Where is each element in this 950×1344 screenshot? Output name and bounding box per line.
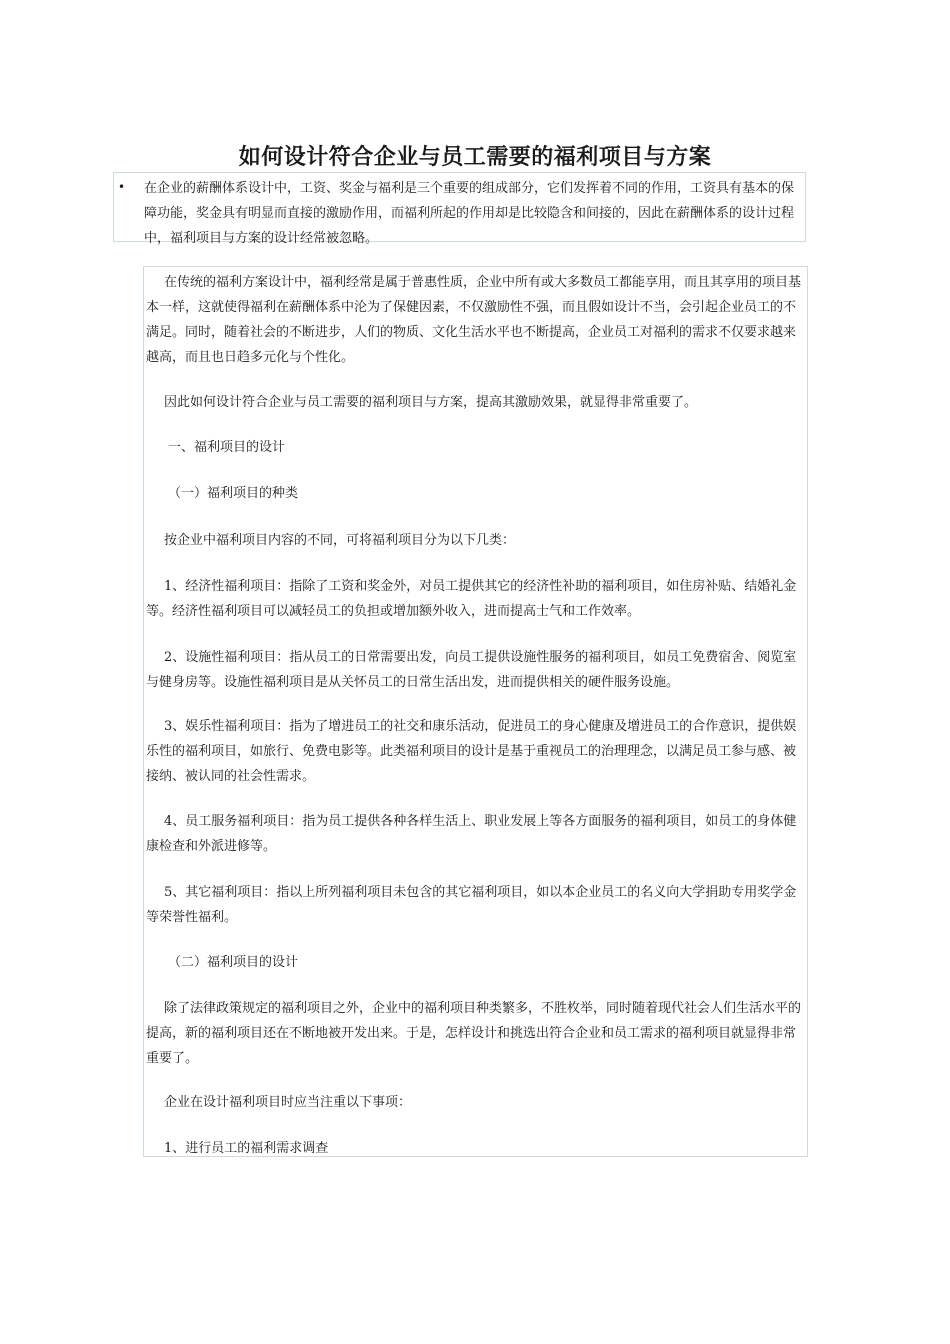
heading-subsection-2: （二）福利项目的设计 <box>168 955 299 970</box>
list-item-employee-service: 4、员工服务福利项目：指为员工提供各种各样生活上、职业发展上等各方面服务的福利项目，如员工的身体健康检查和外派进修等。 <box>146 814 797 854</box>
intro-box <box>113 172 806 246</box>
main-content-box <box>143 266 808 1157</box>
page-title: 如何设计符合企业与员工需要的福利项目与方案 <box>238 144 712 170</box>
heading-section-1: 一、福利项目的设计 <box>168 440 286 455</box>
paragraph-categories-intro: 按企业中福利项目内容的不同，可将福利项目分为以下几类： <box>164 533 516 548</box>
paragraph-design-intro: 除了法律政策规定的福利项目之外，企业中的福利项目种类繁多，不胜枚举，同时随着现代社会人们生活水平的提高，新的福利项目还在不断地被开发出来。于是，怎样设计和挑选出符合企业和员工需求的福利项目就显得非常重要了。 <box>146 1001 802 1066</box>
list-item-needs-survey: 1、进行员工的福利需求调查 <box>164 1141 329 1156</box>
bullet-marker: • <box>118 180 126 194</box>
paragraph-traditional-welfare: 在传统的福利方案设计中，福利经常是属于普惠性质，企业中所有或大多数员工都能享用，而且其享用的项目基本一样，这就使得福利在薪酬体系中沦为了保健因素，不仅激励性不强，而且假如设计不当，会引起企业员工的不满足。同时，随着社会的不断进步，人们的物质、文化生活水平也不断提高，企业员工对福利的需求不仅要求越来越高，而且也日趋多元化与个性化。 <box>146 275 802 365</box>
list-item-economic: 1、经济性福利项目：指除了工资和奖金外，对员工提供其它的经济性补助的福利项目，如住房补贴、结婚礼金等。经济性福利项目可以减轻员工的负担或增加额外收入，进而提高士气和工作效率。 <box>146 579 797 619</box>
heading-subsection-1: （一）福利项目的种类 <box>168 486 299 501</box>
list-item-facility: 2、设施性福利项目：指从员工的日常需要出发，向员工提供设施性服务的福利项目，如员工免费宿舍、阅览室与健身房等。设施性福利项目是从关怀员工的日常生活出发，进而提供相关的硬件服务设施。 <box>146 650 797 690</box>
intro-paragraph: 在企业的薪酬体系设计中，工资、奖金与福利是三个重要的组成部分，它们发挥着不同的作用，工资具有基本的保障功能，奖金具有明显而直接的激励作用，而福利所起的作用却是比较隐含和间接的，因此在薪酬体系的设计过程中，福利项目与方案的设计经常被忽略。 <box>144 181 795 246</box>
list-item-entertainment: 3、娱乐性福利项目：指为了增进员工的社交和康乐活动，促进员工的身心健康及增进员工的合作意识，提供娱乐性的福利项目，如旅行、免费电影等。此类福利项目的设计是基于重视员工的治理理念，以满足员工参与感、被接纳、被认同的社会性需求。 <box>146 719 797 784</box>
paragraph-importance: 因此如何设计符合企业与员工需要的福利项目与方案，提高其激励效果，就显得非常重要了。 <box>164 395 698 410</box>
paragraph-design-notes: 企业在设计福利项目时应当注重以下事项： <box>164 1095 412 1110</box>
list-item-other: 5、其它福利项目：指以上所列福利项目未包含的其它福利项目，如以本企业员工的名义向大学捐助专用奖学金等荣誉性福利。 <box>146 885 797 925</box>
